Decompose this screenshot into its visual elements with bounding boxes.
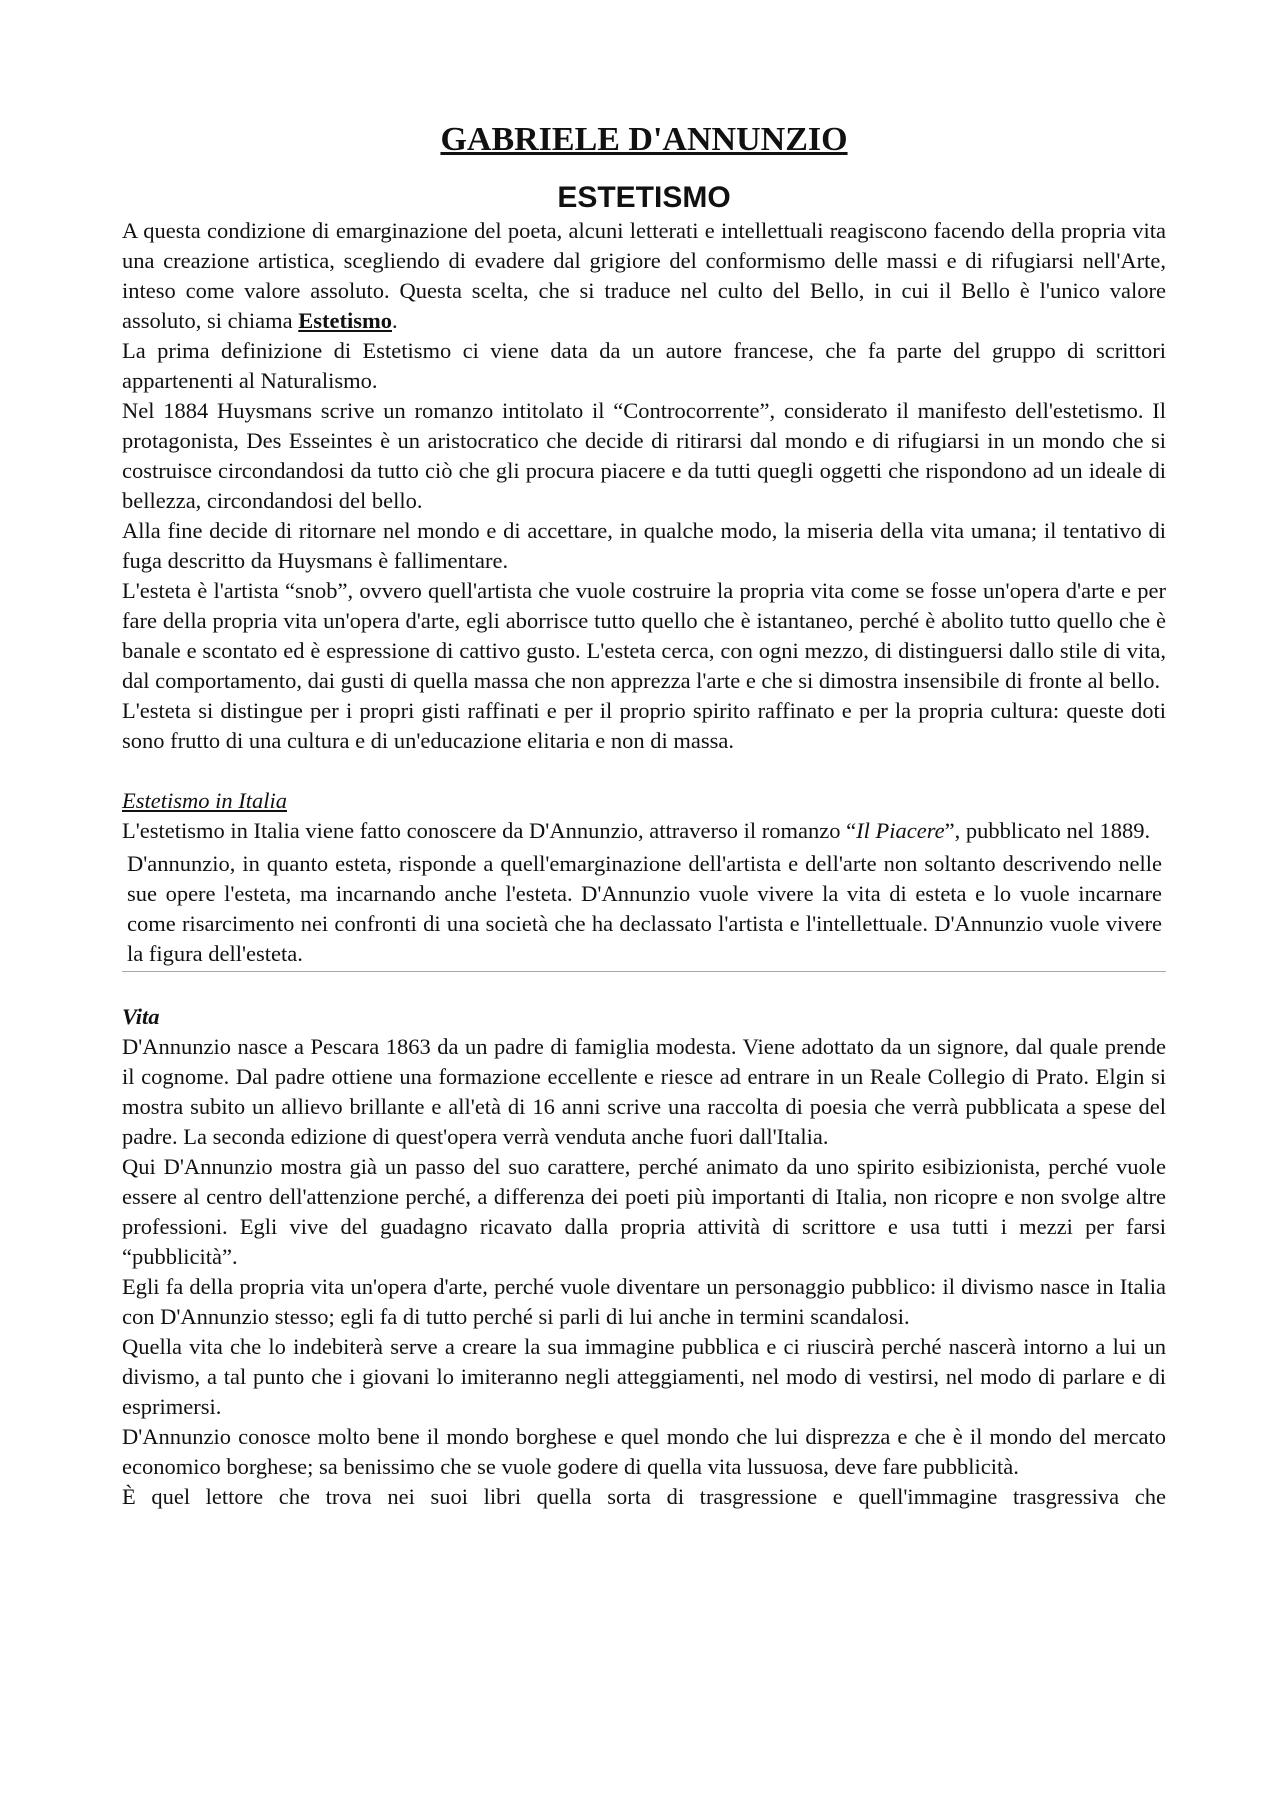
subheading-estetismo-italia: Estetismo in Italia (122, 788, 287, 813)
document-page (122, 120, 1166, 1512)
paragraph: Egli fa della propria vita un'opera d'arte, perché vuole diventare un personaggio pubblico: il divismo nasce in Italia con D'Annunzio stesso; egli fa di tutto perché si parli di lui anche in termini scandalosi. (122, 1274, 1166, 1329)
paragraph: L'esteta è l'artista “snob”, ovvero quell'artista che vuole costruire la propria vita come se fosse un'opera d'arte e per fare della propria vita un'opera d'arte, egli aborrisce tutto quello che è istantaneo, perché è abolito tutto quello che è banale e scontato ed è espressione di cattivo gusto. L'esteta cerca, con ogni mezzo, di distinguersi dallo stile di vita, dal comportamento, dai gusti di quella massa che non apprezza l'arte e che si dimostra insensibile di fronte al bello. (122, 578, 1166, 693)
paragraph-punct: . (391, 308, 398, 333)
spacer (122, 972, 1166, 1002)
paragraph: Qui D'Annunzio mostra già un passo del suo carattere, perché animato da uno spirito esibizionista, perché vuole essere al centro dell'attenzione perché, a differenza dei poeti più importanti di Italia, non ricopre e non svolge altre professioni. Egli vive del guadagno ricavato dalla propria attività di scrittore e usa tutti i mezzi per farsi “pubblicità”. (122, 1154, 1166, 1269)
spacer (122, 756, 1166, 786)
paragraph: D'Annunzio nasce a Pescara 1863 da un padre di famiglia modesta. Viene adottato da un signore, dal quale prende il cognome. Dal padre ottiene una formazione eccellente e riesce ad entrare in un Reale Collegio di Prato. Elgin si mostra subito un allievo brillante e all'età di 16 anni scrive una raccolta di poesia che verrà pubblicata a spese del padre. La seconda edizione di quest'opera verrà venduta anche fuori dall'Italia. (122, 1034, 1166, 1149)
paragraph (122, 816, 1166, 846)
paragraph-text: L'estetismo in Italia viene fatto conoscere da D'Annunzio, attraverso il romanzo “ (122, 818, 857, 843)
paragraph: Nel 1884 Huysmans scrive un romanzo intitolato il “Controcorrente”, considerato il manifesto dell'estetismo. Il protagonista, Des Esseintes è un aristocratico che decide di ritirarsi dal mondo e di rifugiarsi in un mondo che si costruisce circondandosi da tutto ciò che gli procura piacere e da tutti quegli oggetti che rispondono ad un ideale di bellezza, circondandosi del bello. (122, 398, 1166, 513)
key-term: Estetismo (298, 308, 392, 333)
paragraph: È quel lettore che trova nei suoi libri quella sorta di trasgressione e quell'immagine trasgressiva che (122, 1484, 1166, 1509)
paragraph: D'Annunzio conosce molto bene il mondo borghese e quel mondo che lui disprezza e che è il mondo del mercato economico borghese; sa benissimo che se vuole godere di quella vita lussuosa, deve fare pubblicità. (122, 1424, 1166, 1479)
paragraph: Alla fine decide di ritornare nel mondo e di accettare, in qualche modo, la miseria della vita umana; il tentativo di fuga descritto da Huysmans è fallimentare. (122, 518, 1166, 573)
paragraph-text: A questa condizione di emarginazione del poeta, alcuni letterati e intellettuali reagiscono facendo della propria vita una creazione artistica, scegliendo di evadere dal grigiore del conformismo delle massi e di rifugiarsi nell'Arte, inteso come valore assoluto. Questa scelta, che si traduce nel culto del Bello, in cui il Bello è l'unico valore assoluto, si chiama (122, 218, 1166, 333)
document-title: GABRIELE D'ANNUNZIO (440, 121, 848, 158)
paragraph (122, 216, 1166, 336)
book-title: Il Piacere (856, 818, 945, 843)
paragraph: Quella vita che lo indebiterà serve a creare la sua immagine pubblica e ci riuscirà perché nascerà intorno a lui un divismo, a tal punto che i giovani lo imiteranno negli atteggiamenti, nel modo di vestirsi, nel modo di parlare e di esprimersi. (122, 1334, 1166, 1419)
paragraph: L'esteta si distingue per i propri gisti raffinati e per il proprio spirito raffinato e per la propria cultura: queste doti sono frutto di una cultura e di un'educazione elitaria e non di massa. (122, 698, 1166, 753)
paragraph-indented: D'annunzio, in quanto esteta, risponde a quell'emarginazione dell'artista e dell'arte non soltanto descrivendo nelle sue opere l'esteta, ma incarnando anche l'esteta. D'Annunzio vuole vivere la vita di esteta e lo vuole incarnare come risarcimento nei confronti di una società che ha declassato l'artista e l'intellettuale. D'Annunzio vuole vivere la figura dell'esteta. (127, 851, 1162, 966)
paragraph: La prima definizione di Estetismo ci viene data da un autore francese, che fa parte del gruppo di scrittori appartenenti al Naturalismo. (122, 338, 1166, 393)
paragraph-text: ”, pubblicato nel 1889. (944, 818, 1151, 843)
subheading-vita: Vita (122, 1004, 160, 1029)
section-heading-estetismo: ESTETISMO (557, 181, 731, 214)
